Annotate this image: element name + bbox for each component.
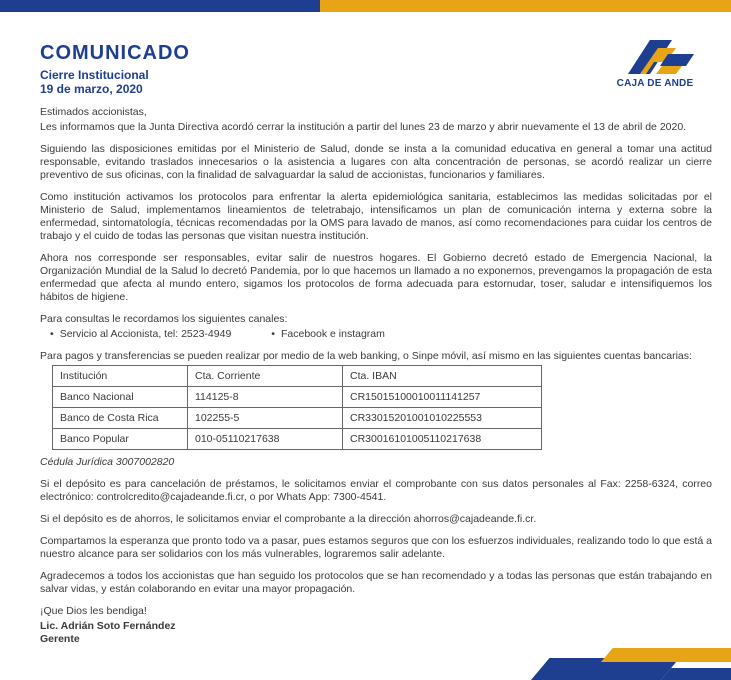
logo-text: CAJA DE ANDE bbox=[616, 78, 694, 89]
bank-accounts-table bbox=[52, 365, 542, 450]
header-cta-corriente: Cta. Corriente bbox=[188, 366, 343, 387]
bottom-decoration bbox=[511, 640, 731, 680]
channels-list bbox=[50, 328, 712, 341]
channel-item: • Facebook e instagram bbox=[271, 328, 385, 340]
letter-body bbox=[40, 106, 712, 646]
header-cta-iban: Cta. IBAN bbox=[343, 366, 542, 387]
greeting: Estimados accionistas, bbox=[40, 106, 147, 118]
caja-de-ande-logo bbox=[610, 36, 700, 92]
logo-mark-icon bbox=[610, 36, 700, 78]
document-header bbox=[40, 42, 190, 96]
paragraph-thanks: Agradecemos a todos los accionistas que han seguido los protocolos que se han recomendado y a todas las personas que están trabajando en salvar vidas, y están colaborando en evitar una mayor propagación. bbox=[40, 570, 712, 595]
bottom-stripe-gold bbox=[601, 648, 731, 662]
top-bar-gold bbox=[320, 0, 731, 12]
payments-intro: Para pagos y transferencias se pueden realizar por medio de la web banking, o Sinpe móvil, así mismo en las siguientes cuentas bancarias: bbox=[40, 350, 692, 362]
paragraph-ministry: Siguiendo las disposiciones emitidas por el Ministerio de Salud, donde se insta a la comunidad educativa en general a tomar una actitud responsable, evitando traslados innecesarios o la asistencia a lugares con alta concentración de personas, se acordó realizar un cierre preventivo de sus oficinas, con la finalidad de salvaguardar la salud de accionistas, funcionarios y familiares. bbox=[40, 143, 712, 181]
channels-intro: Para consultas le recordamos los siguientes canales: bbox=[40, 313, 288, 325]
bank-name: Banco de Costa Rica bbox=[53, 408, 188, 429]
bank-iban: CR33015201001010225553 bbox=[343, 408, 542, 429]
paragraph-closure: Les informamos que la Junta Directiva acordó cerrar la institución a partir del lunes 23 de marzo y abrir nuevamente el 13 de abril de 2020. bbox=[40, 121, 687, 133]
paragraph-responsibility: Ahora nos corresponde ser responsables, evitar salir de nuestros hogares. El Gobierno decretó estado de Emergencia Nacional, la Organización Mundial de la Salud lo decretó Pandemia, por lo que hacemos un llamado a no exponernos, prevengamos la propagación de esta enfermedad que afecta al mundo entero, sigamos los protocolos de forma adecuada para estornudar, toser, saludar e intensifiquemos los hábitos de higiene. bbox=[40, 252, 712, 303]
bottom-stripe-blue-small bbox=[661, 668, 731, 680]
table-row bbox=[53, 429, 542, 450]
table-row bbox=[53, 387, 542, 408]
document-title: COMUNICADO bbox=[40, 42, 190, 64]
header-institucion: Institución bbox=[53, 366, 188, 387]
paragraph-protocols: Como institución activamos los protocolos para enfrentar la alerta epidemiológica sanitaria, establecimos las medidas solicitadas por el Ministerio de Salud, implementamos lineamientos de teletrabajo, intensificamos un plan de comunicación interna y externa sobre la enfermedad, sintomatología, técnicas recomendadas por la OMS para lavado de manos, así como recomendaciones para cuidar los centros de trabajo y el cuido de todas las personas que visitan nuestra institución. bbox=[40, 191, 712, 242]
bank-account: 102255-5 bbox=[188, 408, 343, 429]
document-date: 19 de marzo, 2020 bbox=[40, 82, 143, 96]
bank-iban: CR15015100010011141257 bbox=[343, 387, 542, 408]
paragraph-loans: Si el depósito es para cancelación de préstamos, le solicitamos enviar el comprobante con sus datos personales al Fax: 2258-6324, correo electrónico: controlcredito@cajadeande.fi.cr, o por Whats App: 7300-4541. bbox=[40, 478, 712, 503]
document-subtitle: Cierre Institucional bbox=[40, 68, 149, 82]
cedula-juridica: Cédula Jurídica 3007002820 bbox=[40, 456, 175, 468]
table-header-row bbox=[53, 366, 542, 387]
bank-account: 114125-8 bbox=[188, 387, 343, 408]
paragraph-savings: Si el depósito es de ahorros, le solicitamos enviar el comprobante a la dirección ahorros@cajadeande.fi.cr. bbox=[40, 513, 537, 525]
signer-name: Lic. Adrián Soto Fernández bbox=[40, 620, 176, 632]
bank-name: Banco Nacional bbox=[53, 387, 188, 408]
channel-social: Facebook e instagram bbox=[280, 328, 385, 340]
bank-name: Banco Popular bbox=[53, 429, 188, 450]
channel-phone: Servicio al Accionista, tel: 2523-4949 bbox=[59, 328, 232, 340]
top-bar-blue bbox=[0, 0, 320, 12]
closing: ¡Que Dios les bendiga! bbox=[40, 605, 147, 617]
bank-iban: CR30016101005110217638 bbox=[343, 429, 542, 450]
table-row bbox=[53, 408, 542, 429]
signer-role: Gerente bbox=[40, 633, 80, 645]
paragraph-hope: Compartamos la esperanza que pronto todo va a pasar, pues estamos seguros que con los esfuerzos individuales, realizando todo lo que está a nuestro alcance para ser solidarios con los más vulnerables, lograremos salir adelante. bbox=[40, 535, 712, 560]
top-color-bar bbox=[0, 0, 731, 12]
bank-account: 010-05110217638 bbox=[188, 429, 343, 450]
channel-item: • Servicio al Accionista, tel: 2523-4949 bbox=[50, 328, 232, 340]
